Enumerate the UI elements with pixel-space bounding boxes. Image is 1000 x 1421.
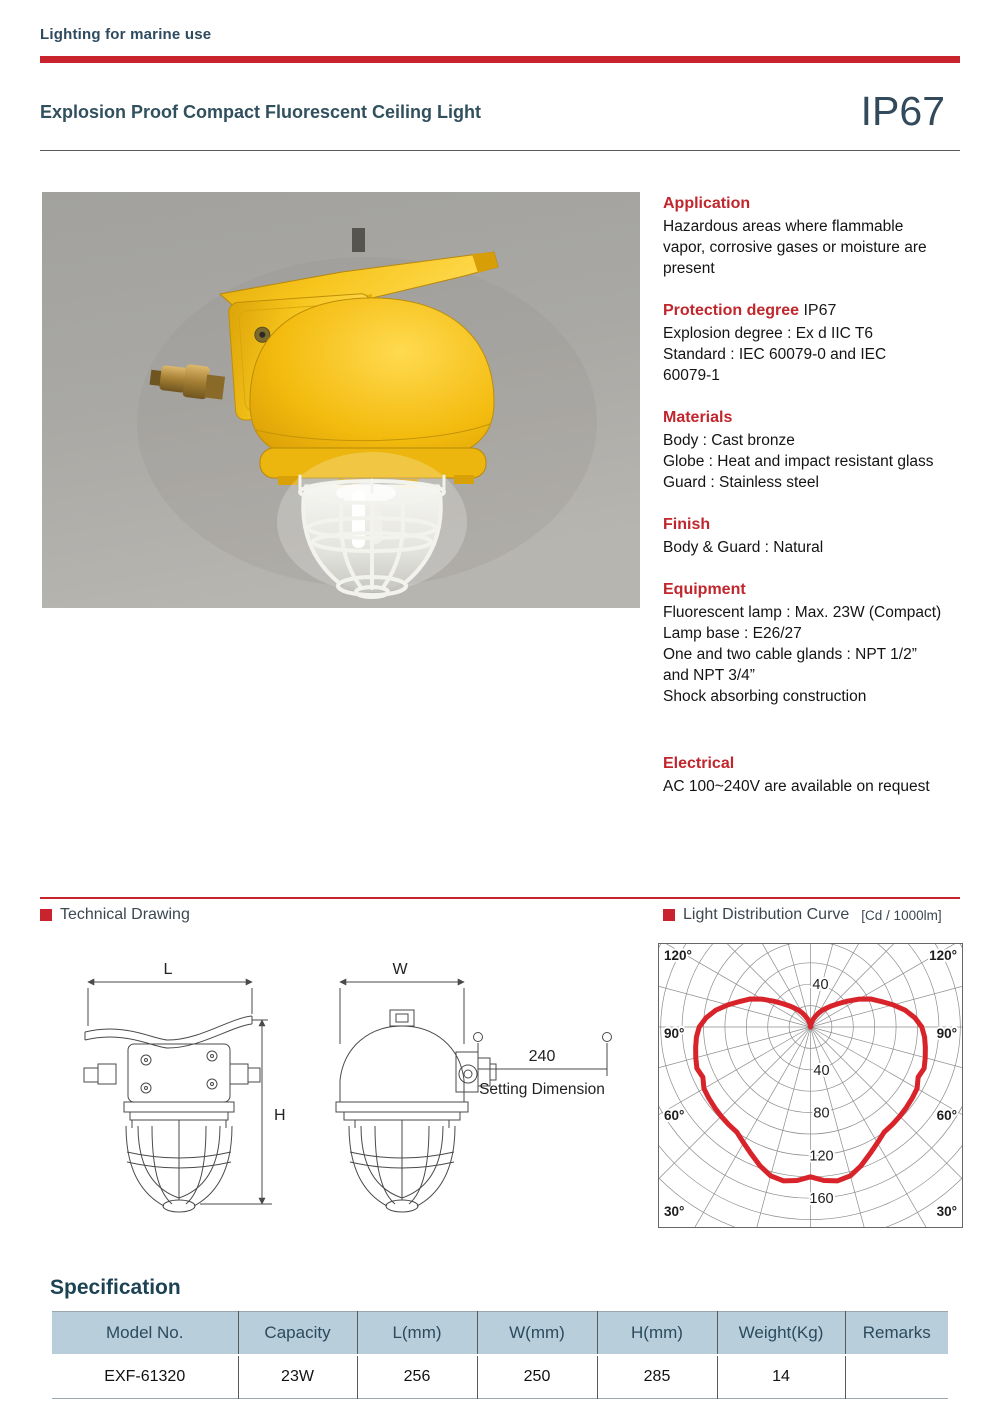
light-curve-title: Light Distribution Curve [683, 906, 850, 923]
cell-h: 285 [597, 1355, 717, 1399]
chart-label: 80 [813, 1105, 830, 1122]
dimension-label-L: L [163, 961, 173, 978]
setting-dimension-drawing [474, 1033, 612, 1099]
chart-label: 60° [936, 1108, 957, 1123]
dimension-label-W: W [392, 961, 408, 978]
red-square-bullet-icon [40, 909, 52, 921]
header-red-bar [40, 56, 960, 63]
spec-text-column [663, 193, 963, 818]
product-title: Explosion Proof Compact Fluorescent Ceiling Light [40, 102, 482, 122]
red-square-bullet-icon [663, 909, 675, 921]
section-line: Body & Guard : Natural [663, 539, 824, 556]
section-line: One and two cable glands : NPT 1/2” [663, 646, 917, 663]
cell-weight: 14 [717, 1355, 845, 1399]
section-equipment [663, 579, 963, 707]
section-line: Standard : IEC 60079-0 and IEC [663, 346, 887, 363]
section-application [663, 193, 963, 279]
col-header-weight: Weight(Kg) [717, 1312, 845, 1356]
col-header-l: L(mm) [357, 1312, 477, 1356]
chart-label: 30° [664, 1204, 685, 1219]
col-header-remarks: Remarks [845, 1312, 948, 1356]
section-heading: Application [663, 195, 751, 212]
dimension-label-H: H [274, 1107, 286, 1124]
section-line: vapor, corrosive gases or moisture are [663, 239, 927, 256]
title-divider [40, 150, 960, 151]
section-heading: Protection degree [663, 302, 800, 319]
chart-label: 120° [664, 948, 692, 963]
specification-title: Specification [50, 1276, 181, 1299]
cell-remarks [845, 1355, 948, 1399]
chart-label: 60° [664, 1108, 685, 1123]
section-heading: Finish [663, 516, 711, 533]
ceiling-stub [352, 228, 365, 252]
product-photo [42, 192, 640, 608]
section-protection: Protection degree IP67 Explosion degree : Ex d IIC T6 Standard : IEC 60079-0 and IEC 60079-1 [663, 300, 963, 386]
section-line: Explosion degree : Ex d IIC T6 [663, 325, 873, 342]
front-view-drawing [84, 961, 286, 1212]
col-header-h: H(mm) [597, 1312, 717, 1356]
chart-label: 40 [812, 977, 829, 994]
section-electrical [663, 753, 963, 797]
section-line: Hazardous areas where flammable [663, 218, 904, 235]
section-line: 60079-1 [663, 367, 720, 384]
chart-label: 90° [936, 1026, 957, 1041]
side-view-drawing [336, 961, 496, 1212]
cell-model: EXF-61320 [52, 1355, 238, 1399]
cell-l: 256 [357, 1355, 477, 1399]
ip-rating: IP67 [860, 88, 945, 134]
chart-label: 90° [664, 1026, 685, 1041]
specification-table [52, 1311, 948, 1399]
chart-label: 40 [813, 1062, 830, 1079]
cell-w: 250 [477, 1355, 597, 1399]
chart-label: 120 [809, 1148, 834, 1165]
col-header-model: Model No. [52, 1312, 238, 1356]
light-distribution-chart [658, 943, 963, 1228]
chart-label: 160 [809, 1191, 834, 1208]
section-line: Fluorescent lamp : Max. 23W (Compact) [663, 604, 942, 621]
technical-drawing-title: Technical Drawing [60, 906, 190, 923]
technical-drawing [40, 952, 640, 1242]
section-line: AC 100~240V are available on request [663, 778, 930, 795]
section-line: Body : Cast bronze [663, 432, 795, 449]
section-line: Guard : Stainless steel [663, 474, 819, 491]
cell-capacity: 23W [238, 1355, 357, 1399]
col-header-w: W(mm) [477, 1312, 597, 1356]
section-heading: Equipment [663, 581, 746, 598]
light-curve-header [663, 906, 942, 924]
setting-dimension-value: 240 [528, 1048, 556, 1065]
col-header-capacity: Capacity [238, 1312, 357, 1356]
section-finish [663, 514, 963, 558]
section-line: Lamp base : E26/27 [663, 625, 802, 642]
section-line: Globe : Heat and impact resistant glass [663, 453, 934, 470]
section-line: Shock absorbing construction [663, 688, 867, 705]
chart-label: 120° [929, 948, 957, 963]
brand-label: Lighting for marine use [40, 26, 212, 43]
section-materials [663, 407, 963, 493]
light-curve-unit: [Cd / 1000lm] [861, 907, 942, 923]
section-heading: Materials [663, 409, 733, 426]
table-row [52, 1355, 948, 1399]
section-divider-red-line [40, 897, 960, 899]
section-line: and NPT 3/4” [663, 667, 755, 684]
setting-dimension-label: Setting Dimension [479, 1081, 605, 1098]
technical-drawing-header [40, 906, 190, 924]
front-bolts [141, 1051, 217, 1093]
section-line: present [663, 260, 715, 277]
section-heading: Electrical [663, 755, 735, 772]
chart-label: 30° [936, 1204, 957, 1219]
table-header-row [52, 1312, 948, 1356]
